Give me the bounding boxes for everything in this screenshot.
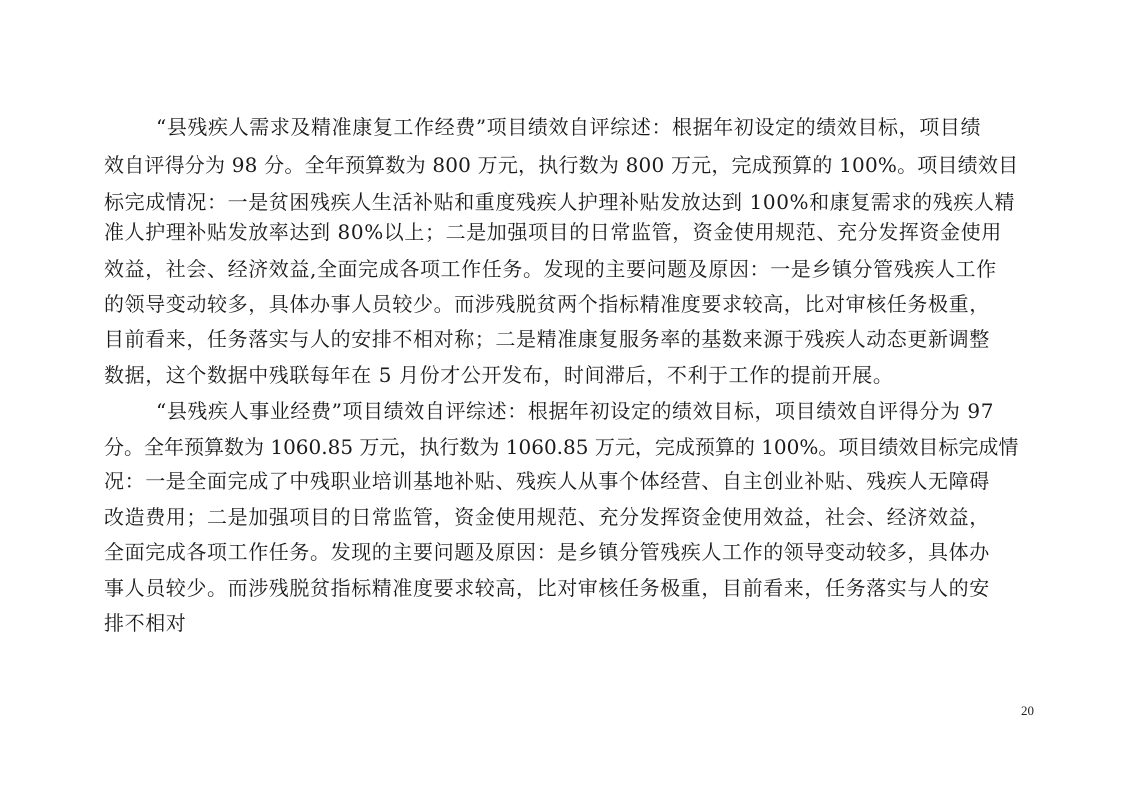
paragraph-line: “县残疾人事业经费”项目绩效自评综述：根据年初设定的绩效目标，项目绩效自评得分为 97	[156, 399, 995, 423]
paragraph-line: 改造费用；二是加强项目的日常监管，资金使用规范、充分发挥资金使用效益，社会、经济效益，	[104, 505, 990, 529]
paragraph-line: 标完成情况：一是贫困残疾人生活补贴和重度残疾人护理补贴发放达到 100%和康复需求的残疾人精	[104, 190, 1016, 214]
paragraph-line: 的领导变动较多，具体办事人员较少。而涉残脱贫两个指标精准度要求较高，比对审核任务极重，	[104, 292, 990, 316]
paragraph-line: 效自评得分为 98 分。全年预算数为 800 万元，执行数为 800 万元，完成预算的 100%。项目绩效目	[104, 153, 1019, 177]
paragraph-line: 事人员较少。而涉残脱贫指标精准度要求较高，比对审核任务极重，目前看来，任务落实与人的安	[104, 576, 990, 600]
paragraph-line: 数据，这个数据中残联每年在 5 月份才公开发布，时间滞后，不利于工作的提前开展。	[104, 363, 894, 387]
paragraph-line: 分。全年预算数为 1060.85 万元，执行数为 1060.85 万元，完成预算的 100%。项目绩效目标完成情	[104, 435, 1019, 459]
page-number: 20	[1021, 703, 1034, 718]
paragraph-line: 准人护理补贴发放率达到 80%以上；二是加强项目的日常监管，资金使用规范、充分发挥资金使用	[104, 220, 1002, 244]
paragraph-line: 全面完成各项工作任务。发现的主要问题及原因：是乡镇分管残疾人工作的领导变动较多，具体办	[104, 540, 990, 564]
paragraph-line: “县残疾人需求及精准康复工作经费”项目绩效自评综述：根据年初设定的绩效目标，项目绩	[156, 115, 982, 139]
paragraph-line: 目前看来，任务落实与人的安排不相对称；二是精准康复服务率的基数来源于残疾人动态更新调整	[104, 327, 990, 351]
paragraph-line: 排不相对	[104, 611, 187, 635]
paragraph-line: 效益，社会、经济效益,全面完成各项工作任务。发现的主要问题及原因：一是乡镇分管残疾人工作	[104, 257, 997, 281]
paragraph-line: 况：一是全面完成了中残职业培训基地补贴、残疾人从事个体经营、自主创业补贴、残疾人无障碍	[104, 469, 990, 493]
